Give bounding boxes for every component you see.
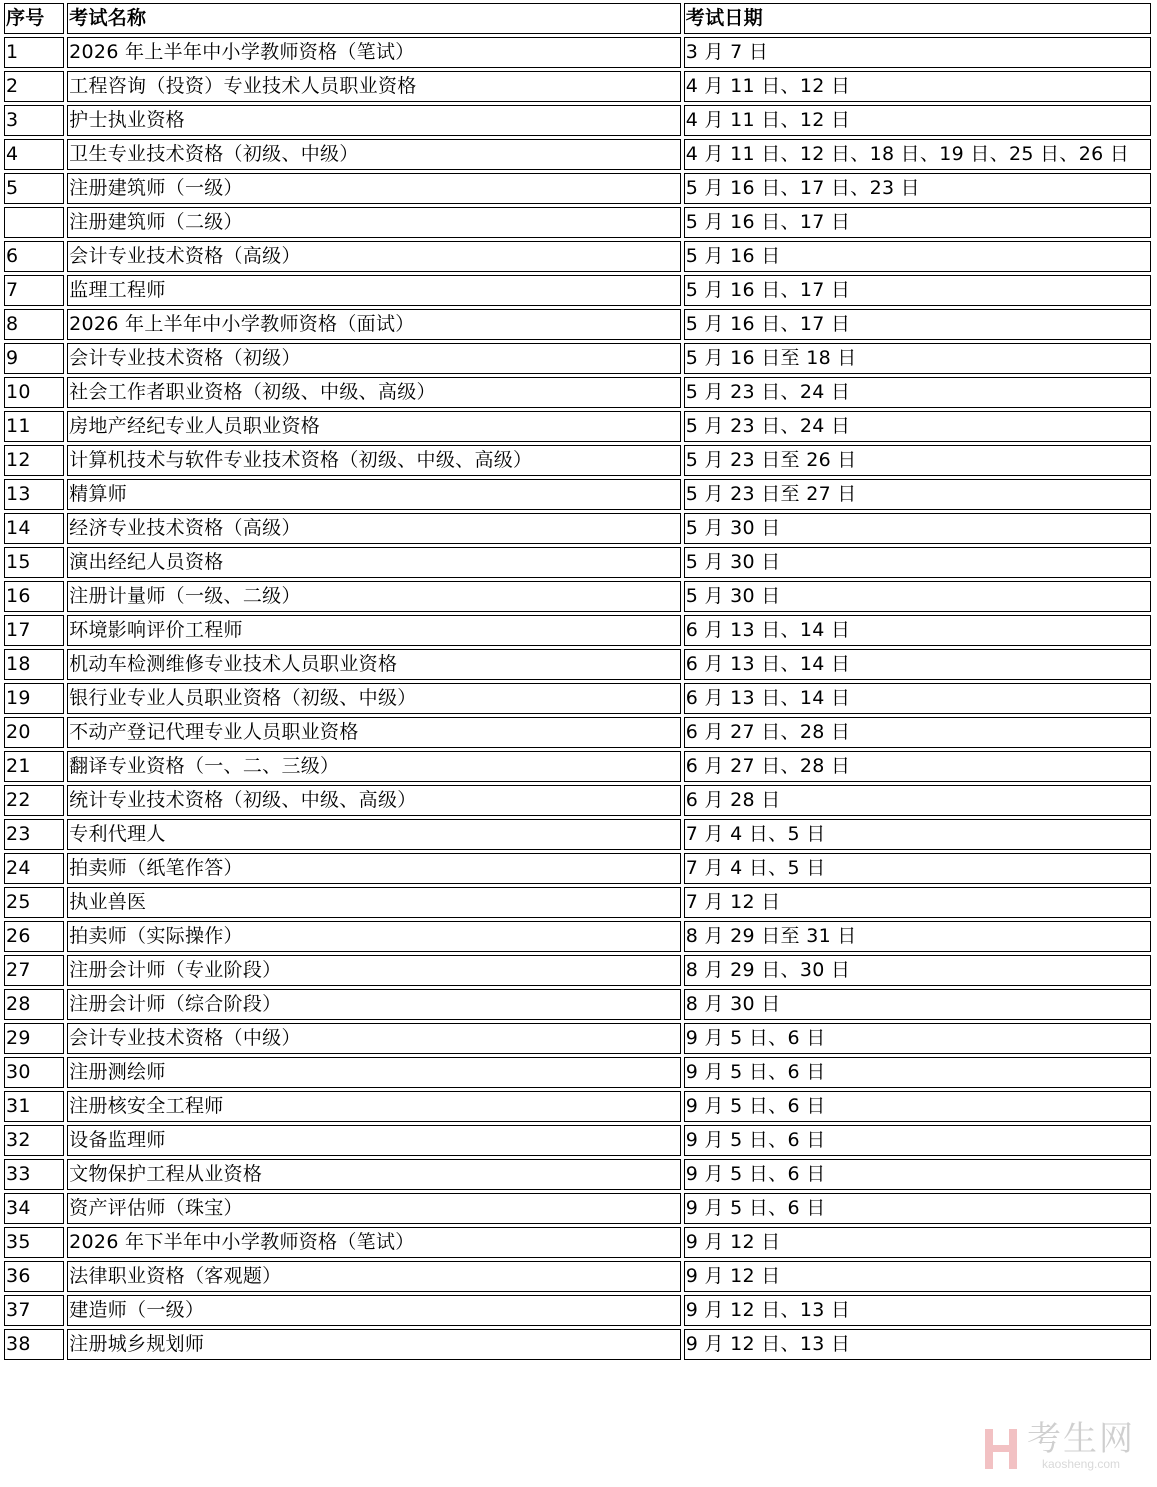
row-index: 4 bbox=[4, 139, 64, 170]
table-row bbox=[4, 581, 1151, 612]
table-row bbox=[4, 309, 1151, 340]
table-row bbox=[4, 751, 1151, 782]
exam-date: 5 月 30 日 bbox=[684, 547, 1151, 578]
exam-name: 拍卖师（纸笔作答） bbox=[67, 853, 681, 884]
table-row bbox=[4, 547, 1151, 578]
row-index: 35 bbox=[4, 1227, 64, 1258]
row-index: 11 bbox=[4, 411, 64, 442]
exam-name: 建造师（一级） bbox=[67, 1295, 681, 1326]
table-row bbox=[4, 785, 1151, 816]
exam-date: 5 月 30 日 bbox=[684, 513, 1151, 544]
table-row bbox=[4, 1023, 1151, 1054]
header-index: 序号 bbox=[4, 3, 64, 34]
row-index: 9 bbox=[4, 343, 64, 374]
row-index: 38 bbox=[4, 1329, 64, 1360]
exam-name: 会计专业技术资格（初级） bbox=[67, 343, 681, 374]
exam-name: 翻译专业资格（一、二、三级） bbox=[67, 751, 681, 782]
row-index: 25 bbox=[4, 887, 64, 918]
row-index: 7 bbox=[4, 275, 64, 306]
row-index: 8 bbox=[4, 309, 64, 340]
row-index: 14 bbox=[4, 513, 64, 544]
exam-date: 6 月 27 日、28 日 bbox=[684, 717, 1151, 748]
exam-name: 监理工程师 bbox=[67, 275, 681, 306]
exam-date: 9 月 5 日、6 日 bbox=[684, 1091, 1151, 1122]
exam-date: 9 月 5 日、6 日 bbox=[684, 1057, 1151, 1088]
table-row bbox=[4, 1227, 1151, 1258]
exam-date: 5 月 30 日 bbox=[684, 581, 1151, 612]
exam-name: 经济专业技术资格（高级） bbox=[67, 513, 681, 544]
table-row bbox=[4, 955, 1151, 986]
kaosheng-logo-icon bbox=[981, 1425, 1021, 1471]
exam-date: 5 月 16 日、17 日 bbox=[684, 309, 1151, 340]
exam-date: 7 月 4 日、5 日 bbox=[684, 853, 1151, 884]
table-row bbox=[4, 649, 1151, 680]
exam-date: 9 月 5 日、6 日 bbox=[684, 1159, 1151, 1190]
exam-date: 9 月 12 日、13 日 bbox=[684, 1329, 1151, 1360]
exam-name: 注册会计师（专业阶段） bbox=[67, 955, 681, 986]
table-row bbox=[4, 1057, 1151, 1088]
exam-date: 4 月 11 日、12 日 bbox=[684, 71, 1151, 102]
row-index: 24 bbox=[4, 853, 64, 884]
exam-name: 精算师 bbox=[67, 479, 681, 510]
table-row bbox=[4, 173, 1151, 204]
table-row bbox=[4, 1295, 1151, 1326]
table-row bbox=[4, 1125, 1151, 1156]
exam-date: 4 月 11 日、12 日、18 日、19 日、25 日、26 日 bbox=[684, 139, 1151, 170]
exam-date: 5 月 23 日、24 日 bbox=[684, 411, 1151, 442]
exam-date: 5 月 23 日至 27 日 bbox=[684, 479, 1151, 510]
row-index: 10 bbox=[4, 377, 64, 408]
exam-name: 工程咨询（投资）专业技术人员职业资格 bbox=[67, 71, 681, 102]
header-exam-name: 考试名称 bbox=[67, 3, 681, 34]
exam-date: 5 月 16 日、17 日 bbox=[684, 275, 1151, 306]
table-row bbox=[4, 71, 1151, 102]
table-row bbox=[4, 1329, 1151, 1360]
exam-date: 5 月 16 日、17 日 bbox=[684, 207, 1151, 238]
exam-name: 注册建筑师（一级） bbox=[67, 173, 681, 204]
exam-name: 环境影响评价工程师 bbox=[67, 615, 681, 646]
table-row bbox=[4, 853, 1151, 884]
exam-name: 注册核安全工程师 bbox=[67, 1091, 681, 1122]
exam-date: 6 月 27 日、28 日 bbox=[684, 751, 1151, 782]
exam-name: 2026 年上半年中小学教师资格（面试） bbox=[67, 309, 681, 340]
row-index: 19 bbox=[4, 683, 64, 714]
exam-name: 注册测绘师 bbox=[67, 1057, 681, 1088]
exam-date: 6 月 13 日、14 日 bbox=[684, 615, 1151, 646]
exam-name: 护士执业资格 bbox=[67, 105, 681, 136]
row-index: 29 bbox=[4, 1023, 64, 1054]
exam-name: 注册建筑师（二级） bbox=[67, 207, 681, 238]
exam-name: 注册会计师（综合阶段） bbox=[67, 989, 681, 1020]
exam-name: 设备监理师 bbox=[67, 1125, 681, 1156]
exam-name: 机动车检测维修专业技术人员职业资格 bbox=[67, 649, 681, 680]
exam-name: 银行业专业人员职业资格（初级、中级） bbox=[67, 683, 681, 714]
table-row bbox=[4, 139, 1151, 170]
exam-name: 法律职业资格（客观题） bbox=[67, 1261, 681, 1292]
exam-date: 6 月 13 日、14 日 bbox=[684, 649, 1151, 680]
table-row bbox=[4, 275, 1151, 306]
table-row bbox=[4, 377, 1151, 408]
exam-name: 不动产登记代理专业人员职业资格 bbox=[67, 717, 681, 748]
row-index: 15 bbox=[4, 547, 64, 578]
exam-name: 卫生专业技术资格（初级、中级） bbox=[67, 139, 681, 170]
table-row bbox=[4, 343, 1151, 374]
row-index: 22 bbox=[4, 785, 64, 816]
table-row bbox=[4, 1261, 1151, 1292]
exam-name: 计算机技术与软件专业技术资格（初级、中级、高级） bbox=[67, 445, 681, 476]
exam-date: 5 月 16 日至 18 日 bbox=[684, 343, 1151, 374]
row-index: 12 bbox=[4, 445, 64, 476]
row-index: 3 bbox=[4, 105, 64, 136]
table-row bbox=[4, 717, 1151, 748]
exam-name: 会计专业技术资格（高级） bbox=[67, 241, 681, 272]
row-index: 37 bbox=[4, 1295, 64, 1326]
exam-name: 注册计量师（一级、二级） bbox=[67, 581, 681, 612]
exam-date: 4 月 11 日、12 日 bbox=[684, 105, 1151, 136]
exam-name: 资产评估师（珠宝） bbox=[67, 1193, 681, 1224]
row-index: 34 bbox=[4, 1193, 64, 1224]
row-index: 32 bbox=[4, 1125, 64, 1156]
table-row bbox=[4, 445, 1151, 476]
exam-name: 房地产经纪专业人员职业资格 bbox=[67, 411, 681, 442]
watermark-url: kaosheng.com bbox=[1041, 1457, 1121, 1471]
table-header-row bbox=[4, 3, 1151, 34]
exam-name: 统计专业技术资格（初级、中级、高级） bbox=[67, 785, 681, 816]
exam-date: 9 月 12 日、13 日 bbox=[684, 1295, 1151, 1326]
header-exam-date: 考试日期 bbox=[684, 3, 1151, 34]
table-body bbox=[4, 37, 1151, 1360]
exam-name: 执业兽医 bbox=[67, 887, 681, 918]
row-index: 36 bbox=[4, 1261, 64, 1292]
exam-date: 8 月 30 日 bbox=[684, 989, 1151, 1020]
table-row bbox=[4, 615, 1151, 646]
exam-date: 5 月 16 日 bbox=[684, 241, 1151, 272]
exam-name: 演出经纪人员资格 bbox=[67, 547, 681, 578]
exam-date: 9 月 5 日、6 日 bbox=[684, 1193, 1151, 1224]
exam-name: 注册城乡规划师 bbox=[67, 1329, 681, 1360]
exam-name: 社会工作者职业资格（初级、中级、高级） bbox=[67, 377, 681, 408]
table-row bbox=[4, 683, 1151, 714]
row-index: 31 bbox=[4, 1091, 64, 1122]
table-row bbox=[4, 241, 1151, 272]
table-row bbox=[4, 1193, 1151, 1224]
row-index: 16 bbox=[4, 581, 64, 612]
exam-date: 5 月 23 日、24 日 bbox=[684, 377, 1151, 408]
exam-date: 3 月 7 日 bbox=[684, 37, 1151, 68]
exam-name: 2026 年上半年中小学教师资格（笔试） bbox=[67, 37, 681, 68]
table-row bbox=[4, 921, 1151, 952]
row-index: 28 bbox=[4, 989, 64, 1020]
exam-date: 6 月 13 日、14 日 bbox=[684, 683, 1151, 714]
watermark bbox=[981, 1421, 1135, 1471]
exam-date: 7 月 12 日 bbox=[684, 887, 1151, 918]
table-row bbox=[4, 1091, 1151, 1122]
table-row bbox=[4, 479, 1151, 510]
table-row bbox=[4, 513, 1151, 544]
exam-date: 7 月 4 日、5 日 bbox=[684, 819, 1151, 850]
exam-date: 9 月 12 日 bbox=[684, 1227, 1151, 1258]
table-row bbox=[4, 819, 1151, 850]
row-index: 6 bbox=[4, 241, 64, 272]
table-row bbox=[4, 1159, 1151, 1190]
row-index: 21 bbox=[4, 751, 64, 782]
row-index: 23 bbox=[4, 819, 64, 850]
row-index bbox=[4, 207, 64, 238]
row-index: 1 bbox=[4, 37, 64, 68]
exam-name: 2026 年下半年中小学教师资格（笔试） bbox=[67, 1227, 681, 1258]
exam-name: 文物保护工程从业资格 bbox=[67, 1159, 681, 1190]
table-row bbox=[4, 105, 1151, 136]
row-index: 5 bbox=[4, 173, 64, 204]
row-index: 33 bbox=[4, 1159, 64, 1190]
row-index: 30 bbox=[4, 1057, 64, 1088]
watermark-brand: 考生网 bbox=[1027, 1419, 1135, 1459]
table-row bbox=[4, 207, 1151, 238]
table-row bbox=[4, 887, 1151, 918]
exam-name: 拍卖师（实际操作） bbox=[67, 921, 681, 952]
row-index: 2 bbox=[4, 71, 64, 102]
exam-name: 专利代理人 bbox=[67, 819, 681, 850]
row-index: 13 bbox=[4, 479, 64, 510]
row-index: 26 bbox=[4, 921, 64, 952]
row-index: 18 bbox=[4, 649, 64, 680]
exam-date: 9 月 5 日、6 日 bbox=[684, 1125, 1151, 1156]
exam-date: 5 月 23 日至 26 日 bbox=[684, 445, 1151, 476]
exam-date: 5 月 16 日、17 日、23 日 bbox=[684, 173, 1151, 204]
exam-date: 6 月 28 日 bbox=[684, 785, 1151, 816]
row-index: 20 bbox=[4, 717, 64, 748]
exam-date: 8 月 29 日、30 日 bbox=[684, 955, 1151, 986]
exam-date: 9 月 5 日、6 日 bbox=[684, 1023, 1151, 1054]
exam-name: 会计专业技术资格（中级） bbox=[67, 1023, 681, 1054]
table-row bbox=[4, 411, 1151, 442]
table-row bbox=[4, 37, 1151, 68]
row-index: 27 bbox=[4, 955, 64, 986]
table-row bbox=[4, 989, 1151, 1020]
exam-date: 9 月 12 日 bbox=[684, 1261, 1151, 1292]
exam-date: 8 月 29 日至 31 日 bbox=[684, 921, 1151, 952]
exam-schedule-table bbox=[1, 0, 1154, 1363]
row-index: 17 bbox=[4, 615, 64, 646]
